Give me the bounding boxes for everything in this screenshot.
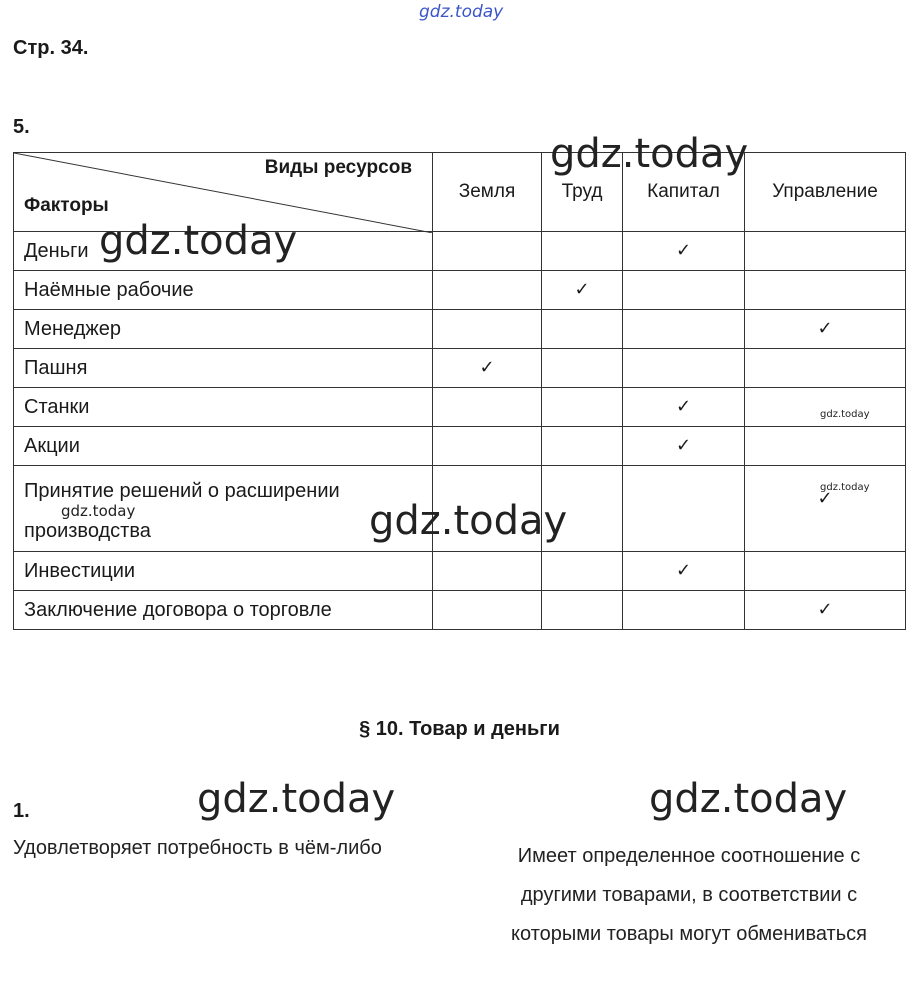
check-cell: ✓ — [745, 310, 906, 349]
table-row — [14, 349, 906, 388]
check-cell: ✓ — [433, 349, 542, 388]
table-row — [14, 310, 906, 349]
check-cell — [433, 427, 542, 466]
check-cell: ✓ — [542, 271, 623, 310]
row-label: Пашня — [14, 349, 433, 388]
check-cell — [745, 552, 906, 591]
table-row — [14, 591, 906, 630]
check-cell — [542, 349, 623, 388]
check-cell — [542, 388, 623, 427]
check-cell — [433, 232, 542, 271]
check-cell — [623, 466, 745, 552]
watermark: gdz.today — [99, 218, 298, 264]
row-label: Принятие решений о расширении производства — [14, 466, 433, 552]
watermark: gdz.today — [820, 482, 870, 493]
check-cell — [623, 349, 745, 388]
watermark: gdz.today — [550, 131, 749, 177]
row-label: Менеджер — [14, 310, 433, 349]
watermark: gdz.today — [197, 776, 396, 822]
check-cell — [542, 591, 623, 630]
task-1-number: 1. — [13, 800, 30, 822]
check-cell — [542, 232, 623, 271]
check-cell: ✓ — [745, 466, 906, 552]
column-header: Капитал — [623, 153, 745, 232]
check-cell — [623, 310, 745, 349]
section-title: § 10. Товар и деньги — [359, 718, 560, 740]
check-cell — [745, 232, 906, 271]
row-label: Станки — [14, 388, 433, 427]
check-cell — [433, 552, 542, 591]
check-cell — [433, 388, 542, 427]
watermark: gdz.today — [61, 502, 136, 520]
row-label: Наёмные рабочие — [14, 271, 433, 310]
check-cell — [623, 271, 745, 310]
column-header: Управление — [745, 153, 906, 232]
row-label: Заключение договора о торговле — [14, 591, 433, 630]
text-line: другими товарами, в соответствии с — [520, 884, 858, 906]
check-cell — [433, 271, 542, 310]
row-label: Деньги — [14, 232, 433, 271]
watermark: gdz.today — [649, 776, 848, 822]
check-cell — [745, 427, 906, 466]
check-cell — [745, 388, 906, 427]
check-cell: ✓ — [623, 427, 745, 466]
check-cell — [433, 591, 542, 630]
text-line: которыми товары могут обмениваться — [511, 923, 867, 945]
task-5-number: 5. — [13, 116, 30, 138]
table-row — [14, 388, 906, 427]
column-header: Земля — [433, 153, 542, 232]
check-cell: ✓ — [623, 232, 745, 271]
commodity-property-left: Удовлетворяет потребность в чём-либо — [13, 837, 382, 859]
commodity-property-right — [465, 837, 913, 954]
row-label: Акции — [14, 427, 433, 466]
table-row — [14, 552, 906, 591]
header-resource-types: Виды ресурсов — [264, 157, 412, 178]
check-cell — [745, 349, 906, 388]
column-header: Труд — [542, 153, 623, 232]
watermark: gdz.today — [369, 498, 568, 544]
check-cell: ✓ — [745, 591, 906, 630]
check-cell — [542, 310, 623, 349]
row-label: Инвестиции — [14, 552, 433, 591]
check-cell: ✓ — [623, 388, 745, 427]
check-cell — [542, 552, 623, 591]
check-cell — [745, 271, 906, 310]
check-cell — [542, 427, 623, 466]
header-factors: Факторы — [24, 195, 109, 216]
table-row — [14, 427, 906, 466]
check-cell — [433, 310, 542, 349]
watermark: gdz.today — [820, 409, 870, 420]
check-cell: ✓ — [623, 552, 745, 591]
page-reference: Стр. 34. — [13, 37, 89, 59]
check-cell — [623, 591, 745, 630]
table-row — [14, 271, 906, 310]
watermark-top: gdz.today — [419, 2, 504, 22]
text-line: Имеет определенное соотношение с — [517, 845, 861, 867]
